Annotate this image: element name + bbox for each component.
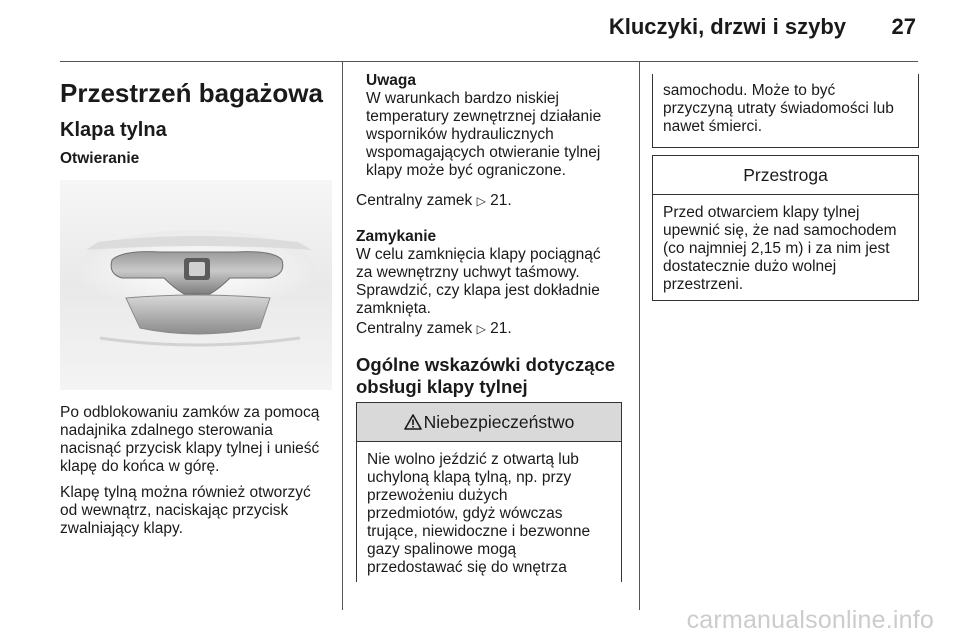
text-line: wspomagających otwieranie tylnej [366,144,601,161]
text-line: Przed otwarciem klapy tylnej [663,204,860,221]
danger-box-body [357,442,621,577]
caution-title: Przestroga [743,165,828,185]
reference-page[interactable]: 21. [490,192,512,209]
page-header-title: Kluczyki, drzwi i szyby [608,14,846,39]
text-line: gazy spalinowe mogą [367,541,517,558]
text-line: za wewnętrzny uchwyt taśmowy. [356,264,580,281]
text-line: klapę do końca w górę. [60,458,220,475]
text-line: klapy może być ograniczone. [366,162,566,179]
header-rule [60,61,918,62]
text-line: W warunkach bardzo niskiej [366,90,559,107]
danger-box-header [357,403,621,442]
caution-box-header [653,156,918,195]
text-line: wsporników hydraulicznych [366,126,554,143]
cross-reference-1 [356,192,512,210]
danger-title: Niebezpieczeństwo [423,412,575,432]
column-separator-1 [342,62,343,610]
danger-continuation-body [653,74,918,136]
text-line: Nie wolno jeździć z otwartą lub [367,451,579,468]
heading-line: obsługi klapy tylnej [356,376,528,397]
text-line: (co najmniej 2,15 m) i za nim jest [663,240,890,257]
text-line: nadajnika zdalnego sterowania [60,422,273,439]
closing-section [356,228,601,318]
text-line: przedmiotów, gdyż wówczas [367,505,563,522]
note-block [366,72,628,180]
opening-paragraph-2 [60,484,311,538]
text-line: od wewnątrz, naciskając przycisk [60,502,289,519]
reference-arrow-icon: ▷ [476,322,486,336]
text-line: trujące, niewidoczne i bezwonne [367,523,591,540]
danger-box [356,402,622,582]
text-line: zwalniający klapy. [60,520,183,537]
text-line: przewożeniu dużych [367,487,508,504]
text-line: nawet śmierci. [663,118,763,135]
caution-box [652,155,919,301]
text-line: przyczyną utraty świadomości lub [663,100,894,117]
text-line: dostatecznie dużo wolnej [663,258,837,275]
column-separator-2 [639,62,640,610]
text-line: uchyloną klapą tylną, np. przy [367,469,572,486]
text-line: Sprawdzić, czy klapa jest dokładnie [356,282,600,299]
reference-arrow-icon: ▷ [476,194,486,208]
text-line: Klapę tylną można również otworzyć [60,484,311,501]
text-line: upewnić się, że nad samochodem [663,222,897,239]
cross-reference-2 [356,320,512,338]
general-notes-heading [356,354,615,398]
closing-heading: Zamykanie [356,228,437,245]
danger-box-continuation [652,74,919,148]
text-line: temperatury zewnętrznej działanie [366,108,602,125]
text-line: samochodu. Może to być [663,82,836,99]
page-number: 27 [891,14,916,39]
tailgate-handle-photo [60,180,332,390]
text-line: W celu zamknięcia klapy pociągnąć [356,246,601,263]
text-line: Po odblokowaniu zamków za pomocą [60,404,320,421]
text-line: zamknięta. [356,300,431,317]
text-line: przedostawać się do wnętrza [367,559,567,576]
watermark: carmanualsonline.info [686,606,934,634]
opening-paragraph-1 [60,404,319,476]
subsection-title: Klapa tylna [60,119,167,141]
warning-triangle-icon [404,414,422,430]
text-line: przestrzeni. [663,276,744,293]
reference-text: Centralny zamek [356,192,473,209]
section-title: Przestrzeń bagażowa [60,78,323,108]
caution-box-body [653,195,918,294]
opening-heading: Otwieranie [60,150,140,167]
reference-page[interactable]: 21. [490,320,512,337]
note-title: Uwaga [366,72,416,89]
heading-line: Ogólne wskazówki dotyczące [356,354,616,375]
reference-text: Centralny zamek [356,320,473,337]
text-line: nacisnąć przycisk klapy tylnej i unieść [60,440,320,457]
